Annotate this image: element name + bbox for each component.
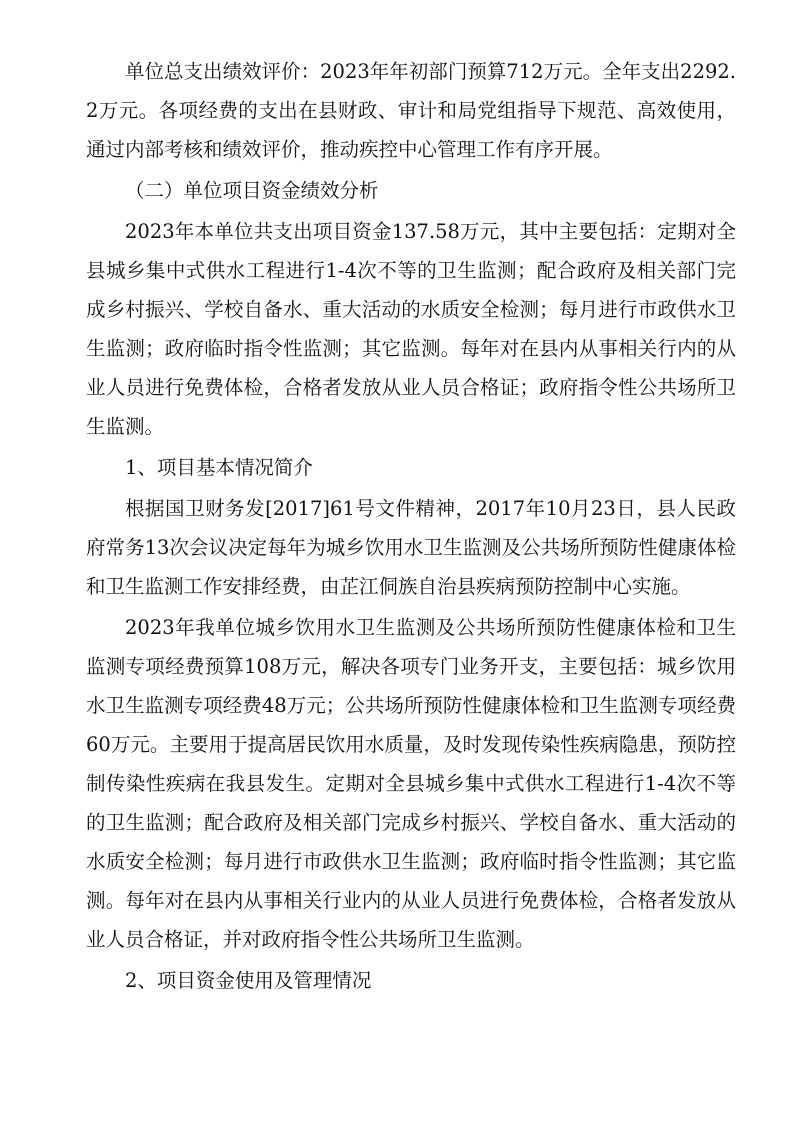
section-heading-fund-management: 2、项目资金使用及管理情况	[125, 969, 372, 992]
paragraph-project-funds: 2023年本单位共支出项目资金137.58万元，其中主要包括：定期对全县城乡集中式供水工程进行1-4次不等的卫生监测；配合政府及相关部门完成乡村振兴、学校自备水、重大活动的水质安全检测；每月进行市政供水卫生监测；政府临时指令性监测；其它监测。每年对在县内从事相关行内的从业人员进行免费体检，合格者发放从业人员合格证；政府指令性公共场所卫生监测。	[86, 220, 736, 438]
paragraph-policy-basis: 根据国卫财务发[2017]61号文件精神，2017年10月23日，县人民政府常务13次会议决定每年为城乡饮用水卫生监测及公共场所预防性健康体检和卫生监测工作安排经费，由芷江侗族自治县疾病预防控制中心实施。	[86, 497, 736, 598]
section-heading-project-overview: 1、项目基本情况简介	[125, 456, 313, 479]
paragraph-budget-details: 2023年我单位城乡饮用水卫生监测及公共场所预防性健康体检和卫生监测专项经费预算108万元，解决各项专门业务开支，主要包括：城乡饮用水卫生监测专项经费48万元；公共场所预防性健康体检和卫生监测专项经费60万元。主要用于提高居民饮用水质量，及时发现传染性疾病隐患，预防控制传染性疾病在我县发生。定期对全县城乡集中式供水工程进行1-4次不等的卫生监测；配合政府及相关部门完成乡村振兴、学校自备水、重大活动的水质安全检测；每月进行市政供水卫生监测；政府临时指令性监测；其它监测。每年对在县内从事相关行业内的从业人员进行免费体检，合格者发放从业人员合格证，并对政府指令性公共场所卫生监测。	[86, 616, 736, 951]
section-heading-project-funds: （二）单位项目资金绩效分析	[125, 179, 379, 202]
document-page	[86, 52, 736, 1000]
paragraph-overall-expenditure: 单位总支出绩效评价：2023年年初部门预算712万元。全年支出2292.2万元。各项经费的支出在县财政、审计和局党组指导下规范、高效使用，通过内部考核和绩效评价，推动疾控中心管理工作有序开展。	[86, 60, 736, 161]
